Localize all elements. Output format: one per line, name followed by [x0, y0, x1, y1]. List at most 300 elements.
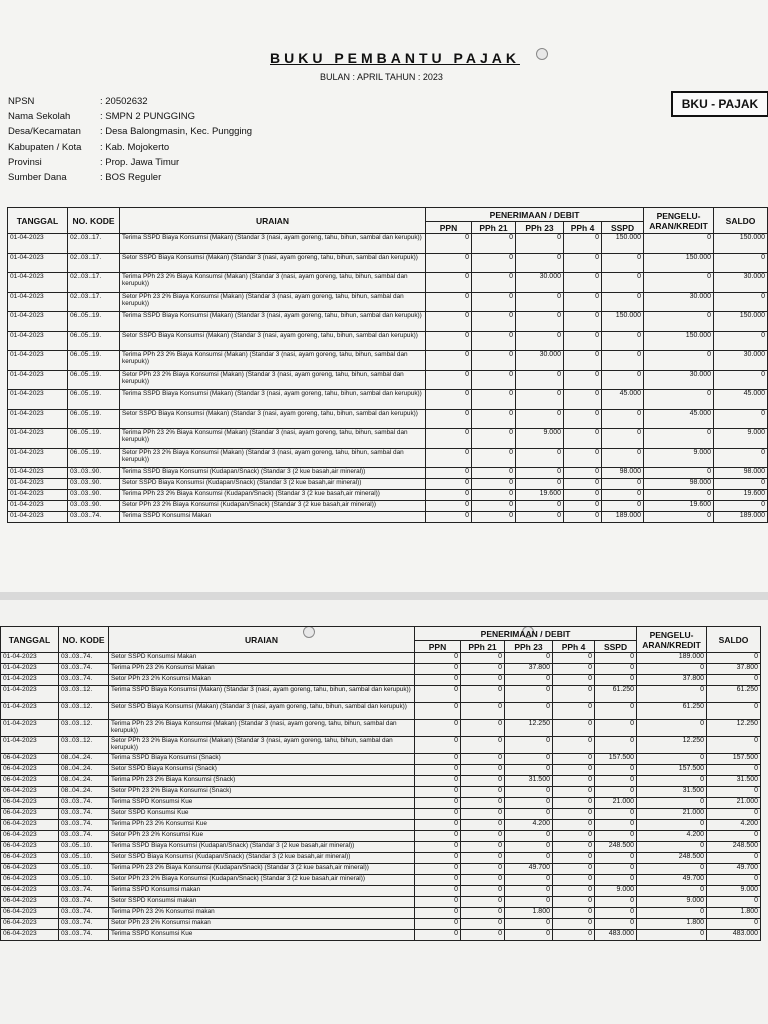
row-date: 06-04-2023	[1, 754, 59, 765]
row-pph4: 0	[564, 370, 602, 390]
row-pph21: 0	[472, 409, 516, 429]
row-date: 06-04-2023	[1, 842, 59, 853]
row-saldo: 0	[707, 831, 761, 842]
row-date: 01-04-2023	[1, 720, 59, 737]
row-sspd: 0	[602, 331, 644, 351]
table-row	[8, 512, 768, 523]
row-saldo: 157.500	[707, 754, 761, 765]
row-kredit: 12.250	[637, 737, 707, 754]
row-saldo: 61.250	[707, 686, 761, 703]
row-date: 06-04-2023	[1, 919, 59, 930]
row-pph23: 49.700	[505, 864, 553, 875]
col-saldo: SALDO	[714, 208, 768, 234]
row-date: 06-04-2023	[1, 831, 59, 842]
info-value: : Kab. Mojokerto	[100, 141, 170, 153]
row-ppn: 0	[426, 468, 472, 479]
col-penerimaan: PENERIMAAN / DEBIT	[415, 627, 637, 641]
row-ppn: 0	[415, 737, 461, 754]
row-saldo: 37.800	[707, 664, 761, 675]
row-ppn: 0	[426, 429, 472, 449]
row-description: Setor SSPD Biaya Konsumsi (Kudapan/Snack) (Standar 3 (2 kue basah,air mineral))	[109, 853, 415, 864]
table-row	[8, 370, 768, 390]
row-pph21: 0	[461, 930, 505, 941]
table-row	[1, 653, 761, 664]
info-label: Kabupaten / Kota	[8, 141, 82, 153]
table-row	[8, 253, 768, 273]
row-saldo: 0	[714, 479, 768, 490]
row-date: 06-04-2023	[1, 809, 59, 820]
row-pph23: 0	[516, 390, 564, 410]
row-code: 03..05..10.	[59, 875, 109, 886]
tax-ledger-table-page-1	[7, 207, 768, 523]
row-ppn: 0	[415, 675, 461, 686]
row-sspd: 0	[595, 737, 637, 754]
row-code: 03..03..74.	[59, 653, 109, 664]
row-ppn: 0	[426, 512, 472, 523]
row-saldo: 0	[714, 370, 768, 390]
row-date: 06-04-2023	[1, 886, 59, 897]
row-saldo: 21.000	[707, 798, 761, 809]
row-date: 06-04-2023	[1, 798, 59, 809]
row-code: 03..03..12.	[59, 686, 109, 703]
row-pph23: 0	[505, 831, 553, 842]
row-code: 03..03..90.	[68, 479, 120, 490]
row-pph23: 1.800	[505, 908, 553, 919]
row-kredit: 248.500	[637, 853, 707, 864]
row-sspd: 0	[602, 448, 644, 468]
row-saldo: 0	[707, 875, 761, 886]
row-pph4: 0	[564, 429, 602, 449]
row-ppn: 0	[426, 292, 472, 312]
table-row	[1, 930, 761, 941]
row-sspd: 0	[595, 664, 637, 675]
row-sspd: 0	[595, 787, 637, 798]
row-date: 01-04-2023	[8, 331, 68, 351]
row-ppn: 0	[426, 370, 472, 390]
row-saldo: 49.700	[707, 864, 761, 875]
row-ppn: 0	[415, 787, 461, 798]
row-sspd: 150.000	[602, 312, 644, 332]
row-pph4: 0	[564, 501, 602, 512]
table-row	[8, 273, 768, 293]
row-kredit: 9.000	[637, 897, 707, 908]
row-pph23: 0	[505, 653, 553, 664]
row-pph4: 0	[564, 512, 602, 523]
row-ppn: 0	[415, 897, 461, 908]
table-row	[8, 490, 768, 501]
row-ppn: 0	[426, 253, 472, 273]
row-pph23: 0	[516, 448, 564, 468]
row-description: Terima PPh 23 2% Biaya Konsumsi (Makan) (Standar 3 (nasi, ayam goreng, tahu, bihun, sambal dan kerupuk))	[120, 351, 426, 371]
row-sspd: 150.000	[602, 234, 644, 254]
table-row	[1, 908, 761, 919]
info-value: : Desa Balongmasin, Kec. Pungging	[100, 126, 253, 138]
row-saldo: 0	[707, 737, 761, 754]
row-saldo: 98.000	[714, 468, 768, 479]
row-pph4: 0	[564, 490, 602, 501]
row-pph4: 0	[564, 234, 602, 254]
row-kredit: 0	[637, 908, 707, 919]
row-pph21: 0	[472, 490, 516, 501]
row-sspd: 0	[595, 675, 637, 686]
row-pph21: 0	[461, 853, 505, 864]
row-kredit: 19.600	[644, 501, 714, 512]
row-kredit: 9.000	[644, 448, 714, 468]
row-sspd: 0	[602, 292, 644, 312]
row-code: 08..04..24.	[59, 776, 109, 787]
row-description: Setor PPh 23 2% Konsumsi makan	[109, 919, 415, 930]
row-sspd: 0	[595, 653, 637, 664]
row-pph23: 0	[505, 798, 553, 809]
col-uraian: URAIAN	[120, 208, 426, 234]
row-sspd: 157.500	[595, 754, 637, 765]
row-date: 01-04-2023	[1, 703, 59, 720]
row-pph23: 30.000	[516, 273, 564, 293]
row-pph4: 0	[553, 720, 595, 737]
row-pph4: 0	[564, 479, 602, 490]
row-description: Terima PPh 23 2% Konsumsi Makan	[109, 664, 415, 675]
row-ppn: 0	[426, 448, 472, 468]
row-ppn: 0	[426, 351, 472, 371]
table-row	[1, 686, 761, 703]
row-date: 01-04-2023	[8, 390, 68, 410]
row-sspd: 0	[595, 864, 637, 875]
row-kredit: 30.000	[644, 292, 714, 312]
row-ppn: 0	[426, 479, 472, 490]
row-code: 03..03..74.	[59, 809, 109, 820]
row-pph4: 0	[553, 864, 595, 875]
table-row	[1, 754, 761, 765]
row-description: Setor PPh 23 2% Biaya Konsumsi (Kudapan/Snack) (Standar 3 (2 kue basah,air mineral))	[109, 875, 415, 886]
row-pph21: 0	[461, 737, 505, 754]
row-code: 03..03..12.	[59, 703, 109, 720]
row-pph21: 0	[472, 370, 516, 390]
row-description: Terima PPh 23 2% Konsumsi Kue	[109, 820, 415, 831]
row-saldo: 19.600	[714, 490, 768, 501]
row-saldo: 0	[707, 853, 761, 864]
row-pph4: 0	[564, 468, 602, 479]
row-saldo: 0	[707, 675, 761, 686]
row-code: 08..04..24.	[59, 765, 109, 776]
row-ppn: 0	[426, 234, 472, 254]
row-pph23: 4.200	[505, 820, 553, 831]
row-sspd: 248.500	[595, 842, 637, 853]
row-pph4: 0	[553, 831, 595, 842]
row-pph21: 0	[472, 429, 516, 449]
info-value: : SMPN 2 PUNGGING	[100, 111, 196, 123]
col-pph21: PPh 21	[472, 222, 516, 234]
row-sspd: 0	[602, 501, 644, 512]
row-pph4: 0	[564, 351, 602, 371]
row-pph23: 0	[505, 875, 553, 886]
row-pph4: 0	[553, 919, 595, 930]
row-description: Setor PPh 23 2% Biaya Konsumsi (Makan) (Standar 3 (nasi, ayam goreng, tahu, bihun, sambal dan kerupuk))	[120, 448, 426, 468]
row-kredit: 0	[637, 798, 707, 809]
row-kredit: 21.000	[637, 809, 707, 820]
row-pph23: 0	[505, 897, 553, 908]
row-pph21: 0	[472, 479, 516, 490]
row-description: Terima SSPD Biaya Konsumsi (Snack)	[109, 754, 415, 765]
row-saldo: 12.250	[707, 720, 761, 737]
row-sspd: 45.000	[602, 390, 644, 410]
row-date: 01-04-2023	[8, 253, 68, 273]
col-pph4: PPh 4	[564, 222, 602, 234]
row-date: 01-04-2023	[1, 664, 59, 675]
row-pph21: 0	[472, 501, 516, 512]
row-saldo: 483.000	[707, 930, 761, 941]
row-pph4: 0	[553, 930, 595, 941]
row-pph21: 0	[461, 864, 505, 875]
table-row	[8, 312, 768, 332]
row-kredit: 0	[637, 886, 707, 897]
col-penerimaan: PENERIMAAN / DEBIT	[426, 208, 644, 222]
row-date: 01-04-2023	[8, 512, 68, 523]
row-sspd: 189.000	[602, 512, 644, 523]
row-saldo: 1.800	[707, 908, 761, 919]
row-description: Setor PPh 23 2% Konsumsi Kue	[109, 831, 415, 842]
row-kredit: 49.700	[637, 875, 707, 886]
row-saldo: 0	[707, 809, 761, 820]
row-date: 06-04-2023	[1, 897, 59, 908]
row-pph23: 0	[505, 842, 553, 853]
col-pph23: PPh 23	[516, 222, 564, 234]
row-pph23: 0	[516, 479, 564, 490]
row-sspd: 0	[595, 765, 637, 776]
row-saldo: 0	[707, 703, 761, 720]
row-saldo: 0	[714, 331, 768, 351]
row-saldo: 30.000	[714, 273, 768, 293]
row-pph21: 0	[461, 919, 505, 930]
col-tanggal: TANGGAL	[8, 208, 68, 234]
row-code: 06..05..19.	[68, 312, 120, 332]
row-kredit: 31.500	[637, 787, 707, 798]
row-date: 01-04-2023	[8, 292, 68, 312]
row-pph21: 0	[461, 675, 505, 686]
row-code: 03..03..90.	[68, 490, 120, 501]
row-kredit: 61.250	[637, 703, 707, 720]
row-pph21: 0	[461, 875, 505, 886]
row-kredit: 1.800	[637, 919, 707, 930]
row-date: 01-04-2023	[1, 686, 59, 703]
row-description: Setor SSPD Biaya Konsumsi (Makan) (Standar 3 (nasi, ayam goreng, tahu, bihun, sambal dan kerupuk))	[120, 331, 426, 351]
row-kredit: 0	[644, 490, 714, 501]
table-row	[1, 820, 761, 831]
row-code: 03..03..74.	[68, 512, 120, 523]
row-pph4: 0	[564, 448, 602, 468]
row-sspd: 21.000	[595, 798, 637, 809]
table-row	[1, 875, 761, 886]
row-code: 06..05..19.	[68, 429, 120, 449]
row-date: 01-04-2023	[1, 675, 59, 686]
row-pph23: 0	[516, 501, 564, 512]
row-pph21: 0	[472, 292, 516, 312]
row-pph21: 0	[461, 765, 505, 776]
info-row	[8, 94, 252, 109]
row-description: Terima PPh 23 2% Biaya Konsumsi (Kudapan/Snack) (Standar 3 (2 kue basah,air mineral))	[109, 864, 415, 875]
row-description: Setor PPh 23 2% Biaya Konsumsi (Makan) (Standar 3 (nasi, ayam goreng, tahu, bihun, sambal dan kerupuk))	[120, 370, 426, 390]
row-pph21: 0	[461, 664, 505, 675]
col-pph4: PPh 4	[553, 641, 595, 653]
row-date: 01-04-2023	[8, 448, 68, 468]
col-tanggal: TANGGAL	[1, 627, 59, 653]
col-ppn: PPN	[415, 641, 461, 653]
row-date: 01-04-2023	[8, 370, 68, 390]
col-kode: NO. KODE	[59, 627, 109, 653]
col-saldo: SALDO	[707, 627, 761, 653]
row-saldo: 248.500	[707, 842, 761, 853]
row-code: 06..05..19.	[68, 370, 120, 390]
row-sspd: 61.250	[595, 686, 637, 703]
row-pph4: 0	[553, 787, 595, 798]
row-pph23: 0	[505, 703, 553, 720]
row-date: 06-04-2023	[1, 820, 59, 831]
row-code: 02..03..17.	[68, 253, 120, 273]
row-sspd: 0	[595, 897, 637, 908]
row-sspd: 0	[602, 490, 644, 501]
row-code: 08..04..24.	[59, 787, 109, 798]
row-pph4: 0	[553, 737, 595, 754]
row-date: 06-04-2023	[1, 787, 59, 798]
row-code: 03..03..74.	[59, 919, 109, 930]
row-pph23: 0	[516, 370, 564, 390]
row-pph23: 0	[505, 686, 553, 703]
row-pph21: 0	[461, 754, 505, 765]
row-kredit: 0	[637, 820, 707, 831]
row-pph23: 0	[505, 675, 553, 686]
row-ppn: 0	[426, 390, 472, 410]
row-sspd: 0	[602, 253, 644, 273]
row-sspd: 98.000	[602, 468, 644, 479]
row-description: Setor SSPD Biaya Konsumsi (Snack)	[109, 765, 415, 776]
row-code: 03..03..74.	[59, 798, 109, 809]
table-row	[1, 919, 761, 930]
row-code: 06..05..19.	[68, 331, 120, 351]
table-row	[8, 351, 768, 371]
row-pph23: 0	[505, 853, 553, 864]
row-sspd: 0	[602, 479, 644, 490]
row-pph21: 0	[461, 720, 505, 737]
row-pph21: 0	[461, 831, 505, 842]
row-description: Terima SSPD Biaya Konsumsi (Kudapan/Snack) (Standar 3 (2 kue basah,air mineral))	[120, 468, 426, 479]
bku-pajak-badge: BKU - PAJAK	[671, 91, 768, 117]
row-pph23: 0	[516, 409, 564, 429]
row-code: 03..03..12.	[59, 720, 109, 737]
row-pph21: 0	[472, 331, 516, 351]
row-ppn: 0	[415, 798, 461, 809]
col-sspd: SSPD	[602, 222, 644, 234]
row-pph21: 0	[461, 787, 505, 798]
row-date: 01-04-2023	[8, 501, 68, 512]
row-pph21: 0	[461, 809, 505, 820]
table-row	[8, 429, 768, 449]
info-row	[8, 140, 252, 155]
table-row	[1, 897, 761, 908]
row-ppn: 0	[415, 765, 461, 776]
row-date: 01-04-2023	[8, 234, 68, 254]
row-kredit: 0	[644, 390, 714, 410]
row-description: Terima SSPD Konsumsi Kue	[109, 930, 415, 941]
row-code: 08..04..24.	[59, 754, 109, 765]
row-description: Terima PPh 23 2% Biaya Konsumsi (Kudapan/Snack) (Standar 3 (2 kue basah,air mineral))	[120, 490, 426, 501]
row-pph23: 0	[516, 253, 564, 273]
row-pph4: 0	[553, 675, 595, 686]
row-ppn: 0	[426, 331, 472, 351]
row-kredit: 189.000	[637, 653, 707, 664]
table-row	[8, 468, 768, 479]
row-description: Setor SSPD Biaya Konsumsi (Kudapan/Snack) (Standar 3 (2 kue basah,air mineral))	[120, 479, 426, 490]
row-description: Setor SSPD Konsumsi Kue	[109, 809, 415, 820]
table-row	[8, 479, 768, 490]
row-description: Terima SSPD Konsumsi Makan	[120, 512, 426, 523]
row-pph4: 0	[553, 686, 595, 703]
row-pph4: 0	[553, 875, 595, 886]
row-ppn: 0	[415, 831, 461, 842]
row-description: Setor SSPD Konsumsi makan	[109, 897, 415, 908]
row-pph21: 0	[472, 273, 516, 293]
row-date: 01-04-2023	[8, 273, 68, 293]
row-ppn: 0	[415, 809, 461, 820]
row-pph21: 0	[461, 798, 505, 809]
row-kredit: 45.000	[644, 409, 714, 429]
row-pph4: 0	[553, 765, 595, 776]
row-pph4: 0	[553, 703, 595, 720]
row-sspd: 0	[595, 809, 637, 820]
row-kredit: 37.800	[637, 675, 707, 686]
row-kredit: 0	[637, 864, 707, 875]
row-sspd: 483.000	[595, 930, 637, 941]
row-code: 03..03..74.	[59, 908, 109, 919]
col-pph23: PPh 23	[505, 641, 553, 653]
row-kredit: 0	[637, 686, 707, 703]
row-code: 03..03..12.	[59, 737, 109, 754]
table-row	[8, 448, 768, 468]
table-row	[8, 331, 768, 351]
row-date: 06-04-2023	[1, 908, 59, 919]
row-pph4: 0	[564, 331, 602, 351]
row-saldo: 0	[707, 765, 761, 776]
row-pph4: 0	[553, 809, 595, 820]
row-code: 03..03..74.	[59, 831, 109, 842]
row-date: 06-04-2023	[1, 765, 59, 776]
info-value: : Prop. Jawa Timur	[100, 156, 180, 168]
row-description: Terima PPh 23 2% Biaya Konsumsi (Makan) (Standar 3 (nasi, ayam goreng, tahu, bihun, sambal dan kerupuk))	[109, 720, 415, 737]
row-ppn: 0	[415, 875, 461, 886]
row-kredit: 0	[637, 664, 707, 675]
row-pph21: 0	[472, 234, 516, 254]
row-ppn: 0	[426, 501, 472, 512]
table-row	[1, 853, 761, 864]
row-description: Setor PPh 23 2% Biaya Konsumsi (Makan) (Standar 3 (nasi, ayam goreng, tahu, bihun, sambal dan kerupuk))	[109, 737, 415, 754]
row-pph23: 19.600	[516, 490, 564, 501]
punch-hole-icon	[536, 48, 548, 60]
row-sspd: 0	[602, 370, 644, 390]
row-date: 06-04-2023	[1, 864, 59, 875]
info-label: Sumber Dana	[8, 171, 67, 183]
row-pph4: 0	[553, 886, 595, 897]
row-date: 01-04-2023	[8, 351, 68, 371]
row-pph21: 0	[461, 897, 505, 908]
row-description: Terima PPh 23 2% Biaya Konsumsi (Makan) (Standar 3 (nasi, ayam goreng, tahu, bihun, sambal dan kerupuk))	[120, 429, 426, 449]
table-row	[8, 390, 768, 410]
col-sspd: SSPD	[595, 641, 637, 653]
row-sspd: 0	[595, 776, 637, 787]
row-pph4: 0	[553, 664, 595, 675]
info-label: NPSN	[8, 96, 35, 107]
row-description: Setor SSPD Biaya Konsumsi (Makan) (Standar 3 (nasi, ayam goreng, tahu, bihun, sambal dan kerupuk))	[109, 703, 415, 720]
row-kredit: 150.000	[644, 253, 714, 273]
row-description: Terima SSPD Biaya Konsumsi (Makan) (Standar 3 (nasi, ayam goreng, tahu, bihun, sambal dan kerupuk))	[120, 312, 426, 332]
row-pph4: 0	[553, 653, 595, 664]
